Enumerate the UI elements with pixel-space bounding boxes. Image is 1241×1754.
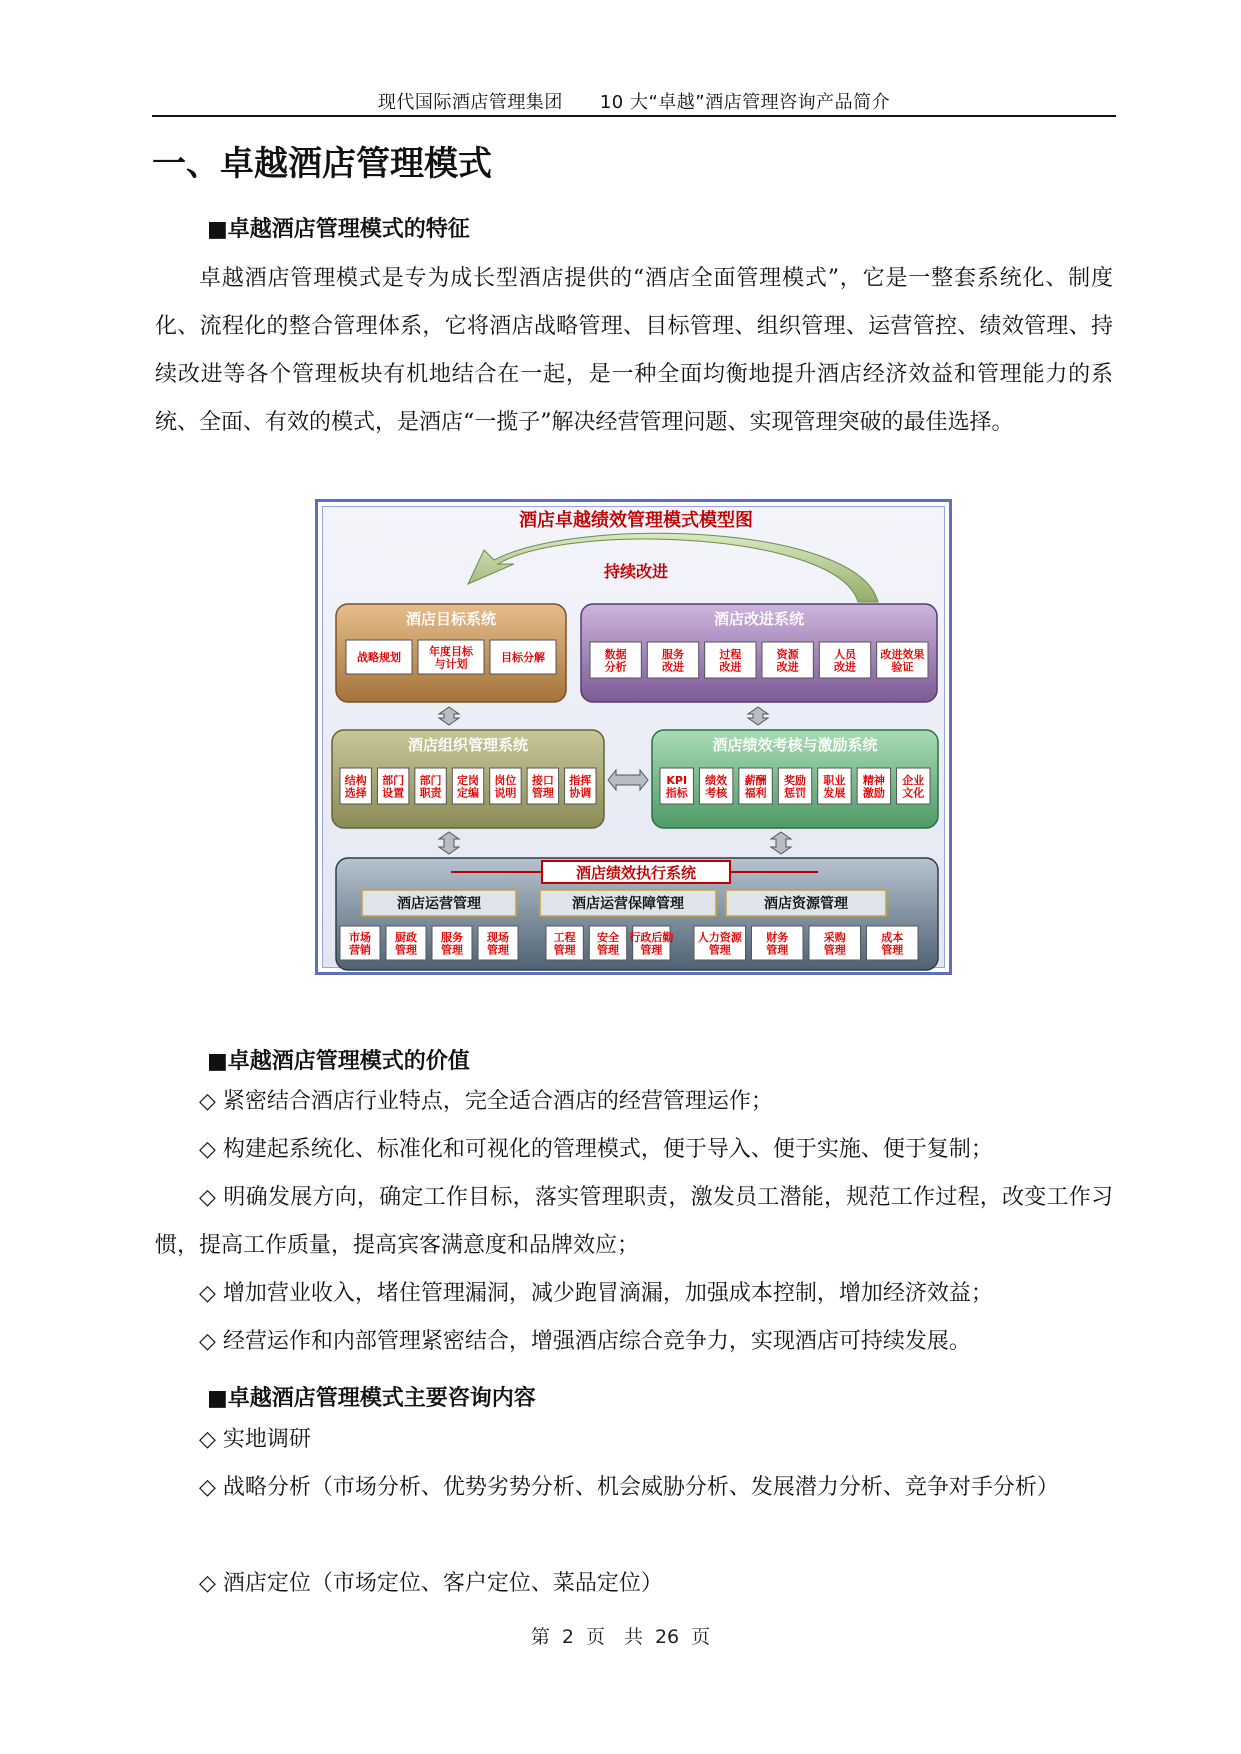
arrow-perf-exec (771, 832, 791, 854)
arrow-target-org (439, 707, 459, 725)
diagram-canvas (318, 502, 955, 978)
org-item-4-label: 定岗定编 (457, 773, 479, 800)
exec-group-3-item-2-label: 财务管理 (766, 930, 789, 957)
exec-group-2-title: 酒店运营保障管理 (572, 896, 684, 912)
org-item-7-label: 指挥协调 (569, 773, 592, 800)
value-item-3: ◇ 明确发展方向，确定工作目标，落实管理职责，激发员工潜能，规范工作过程，改变工作习惯，提高工作质量，提高宾客满意度和品牌效应； (155, 1185, 1113, 1258)
target-item-2-label: 年度目标与计划 (429, 644, 473, 671)
org-item-3-label: 部门职责 (419, 773, 442, 800)
target-system-title: 酒店目标系统 (405, 610, 497, 628)
exec-group-1-item-3-label: 服务管理 (441, 930, 463, 957)
org-item-6-label: 接口管理 (531, 773, 554, 800)
cycle-label: 持续改进 (603, 562, 669, 581)
exec-group-3-item-1-label: 人力资源管理 (697, 930, 742, 957)
footer-total-pages: 26 (654, 1626, 680, 1648)
arrow-org-perf (608, 770, 648, 790)
improve-item-3-label: 过程改进 (719, 647, 742, 674)
org-item-2-label: 部门设置 (382, 773, 405, 800)
value-item-5: ◇ 经营运作和内部管理紧密结合，增强酒店综合竞争力，实现酒店可持续发展。 (199, 1329, 971, 1354)
exec-group-3-item-4-label: 成本管理 (881, 930, 904, 957)
content-item-3: ◇ 酒店定位（市场定位、客户定位、菜品定位） (199, 1571, 663, 1596)
perf-item-6-label: 精神激励 (862, 773, 885, 800)
perf-item-4-label: 奖励惩罚 (784, 773, 806, 800)
improve-item-5-label: 人员改进 (834, 647, 856, 674)
perf-item-3-label: 薪酬福利 (744, 773, 767, 800)
perf-item-5-label: 职业发展 (823, 773, 846, 800)
content-item-1: ◇ 实地调研 (199, 1427, 311, 1452)
exec-group-3-title: 酒店资源管理 (764, 896, 848, 912)
perf-item-1-label: KPI 指标 (665, 773, 688, 800)
org-item-5-label: 岗位说明 (494, 773, 517, 800)
perf-item-7-label: 企业文化 (902, 773, 925, 800)
features-paragraph: 卓越酒店管理模式是专为成长型酒店提供的“酒店全面管理模式”，它是一整套系统化、制度化、流程化的整合管理体系，它将酒店战略管理、目标管理、组织管理、运营管控、绩效管理、持续改进等各个管理板块有机地结合在一起，是一种全面均衡地提升酒店经济效益和管理能力的系统、全面、有效的模式，是酒店“一揽子”解决经营管理问题、实现管理突破的最佳选择。 (155, 266, 1113, 435)
improvement-arrow (468, 533, 878, 602)
content-item-2: ◇ 战略分析（市场分析、优势劣势分析、机会威胁分析、发展潜力分析、竞争对手分析） (199, 1475, 1059, 1500)
org-system-title: 酒店组织管理系统 (407, 736, 529, 754)
page-header: 现代国际酒店管理集团 10 大“卓越”酒店管理咨询产品简介 (377, 92, 891, 113)
exec-group-1-item-1-label: 市场营销 (349, 930, 371, 957)
value-item-4: ◇ 增加营业收入，堵住管理漏洞，减少跑冒滴漏，加强成本控制，增加经济效益； (199, 1281, 993, 1306)
arrow-improve-perf (748, 707, 768, 725)
exec-group-2-item-3-label: 行政后勤管理 (629, 930, 674, 957)
target-item-1-label: 战略规划 (357, 651, 401, 664)
exec-group-1-item-2-label: 厨政管理 (395, 930, 417, 957)
features-heading: ■卓越酒店管理模式的特征 (207, 217, 470, 242)
value-item-2: ◇ 构建起系统化、标准化和可视化的管理模式，便于导入、便于实施、便于复制； (199, 1137, 993, 1162)
perf-system-title: 酒店绩效考核与激励系统 (712, 736, 878, 754)
exec-group-3-item-3-label: 采购管理 (823, 930, 846, 957)
model-diagram (315, 499, 952, 975)
footer-suffix: 页 (691, 1626, 711, 1648)
header-rule (152, 115, 1116, 117)
target-item-3-label: 目标分解 (501, 651, 545, 664)
footer-page-number: 2 (561, 1626, 574, 1648)
value-item-1: ◇ 紧密结合酒店行业特点，完全适合酒店的经营管理运作； (199, 1089, 773, 1114)
arrow-org-exec (439, 832, 459, 854)
exec-group-1-title: 酒店运营管理 (397, 896, 481, 912)
improve-system-title: 酒店改进系统 (713, 610, 805, 628)
exec-group-2-item-2-label: 安全管理 (597, 930, 619, 957)
page-footer (0, 1622, 1241, 1649)
content-heading: ■卓越酒店管理模式主要咨询内容 (207, 1386, 536, 1411)
exec-system-title: 酒店绩效执行系统 (575, 864, 697, 882)
exec-group-2-item-1-label: 工程管理 (553, 930, 576, 957)
exec-group-1-item-4-label: 现场管理 (487, 930, 509, 957)
improve-item-1-label: 数据分析 (604, 647, 627, 674)
footer-prefix: 第 (530, 1626, 550, 1648)
chapter-title: 一、卓越酒店管理模式 (152, 144, 492, 184)
perf-item-2-label: 绩效考核 (705, 773, 728, 800)
org-item-1-label: 结构选择 (344, 773, 367, 800)
diagram-title: 酒店卓越绩效管理模式模型图 (519, 510, 753, 531)
improve-item-4-label: 资源改进 (776, 647, 799, 674)
footer-mid: 页 共 (585, 1626, 643, 1648)
improve-item-6-label: 改进效果验证 (880, 647, 925, 674)
value-heading: ■卓越酒店管理模式的价值 (207, 1049, 470, 1074)
improve-item-2-label: 服务改进 (662, 647, 684, 674)
